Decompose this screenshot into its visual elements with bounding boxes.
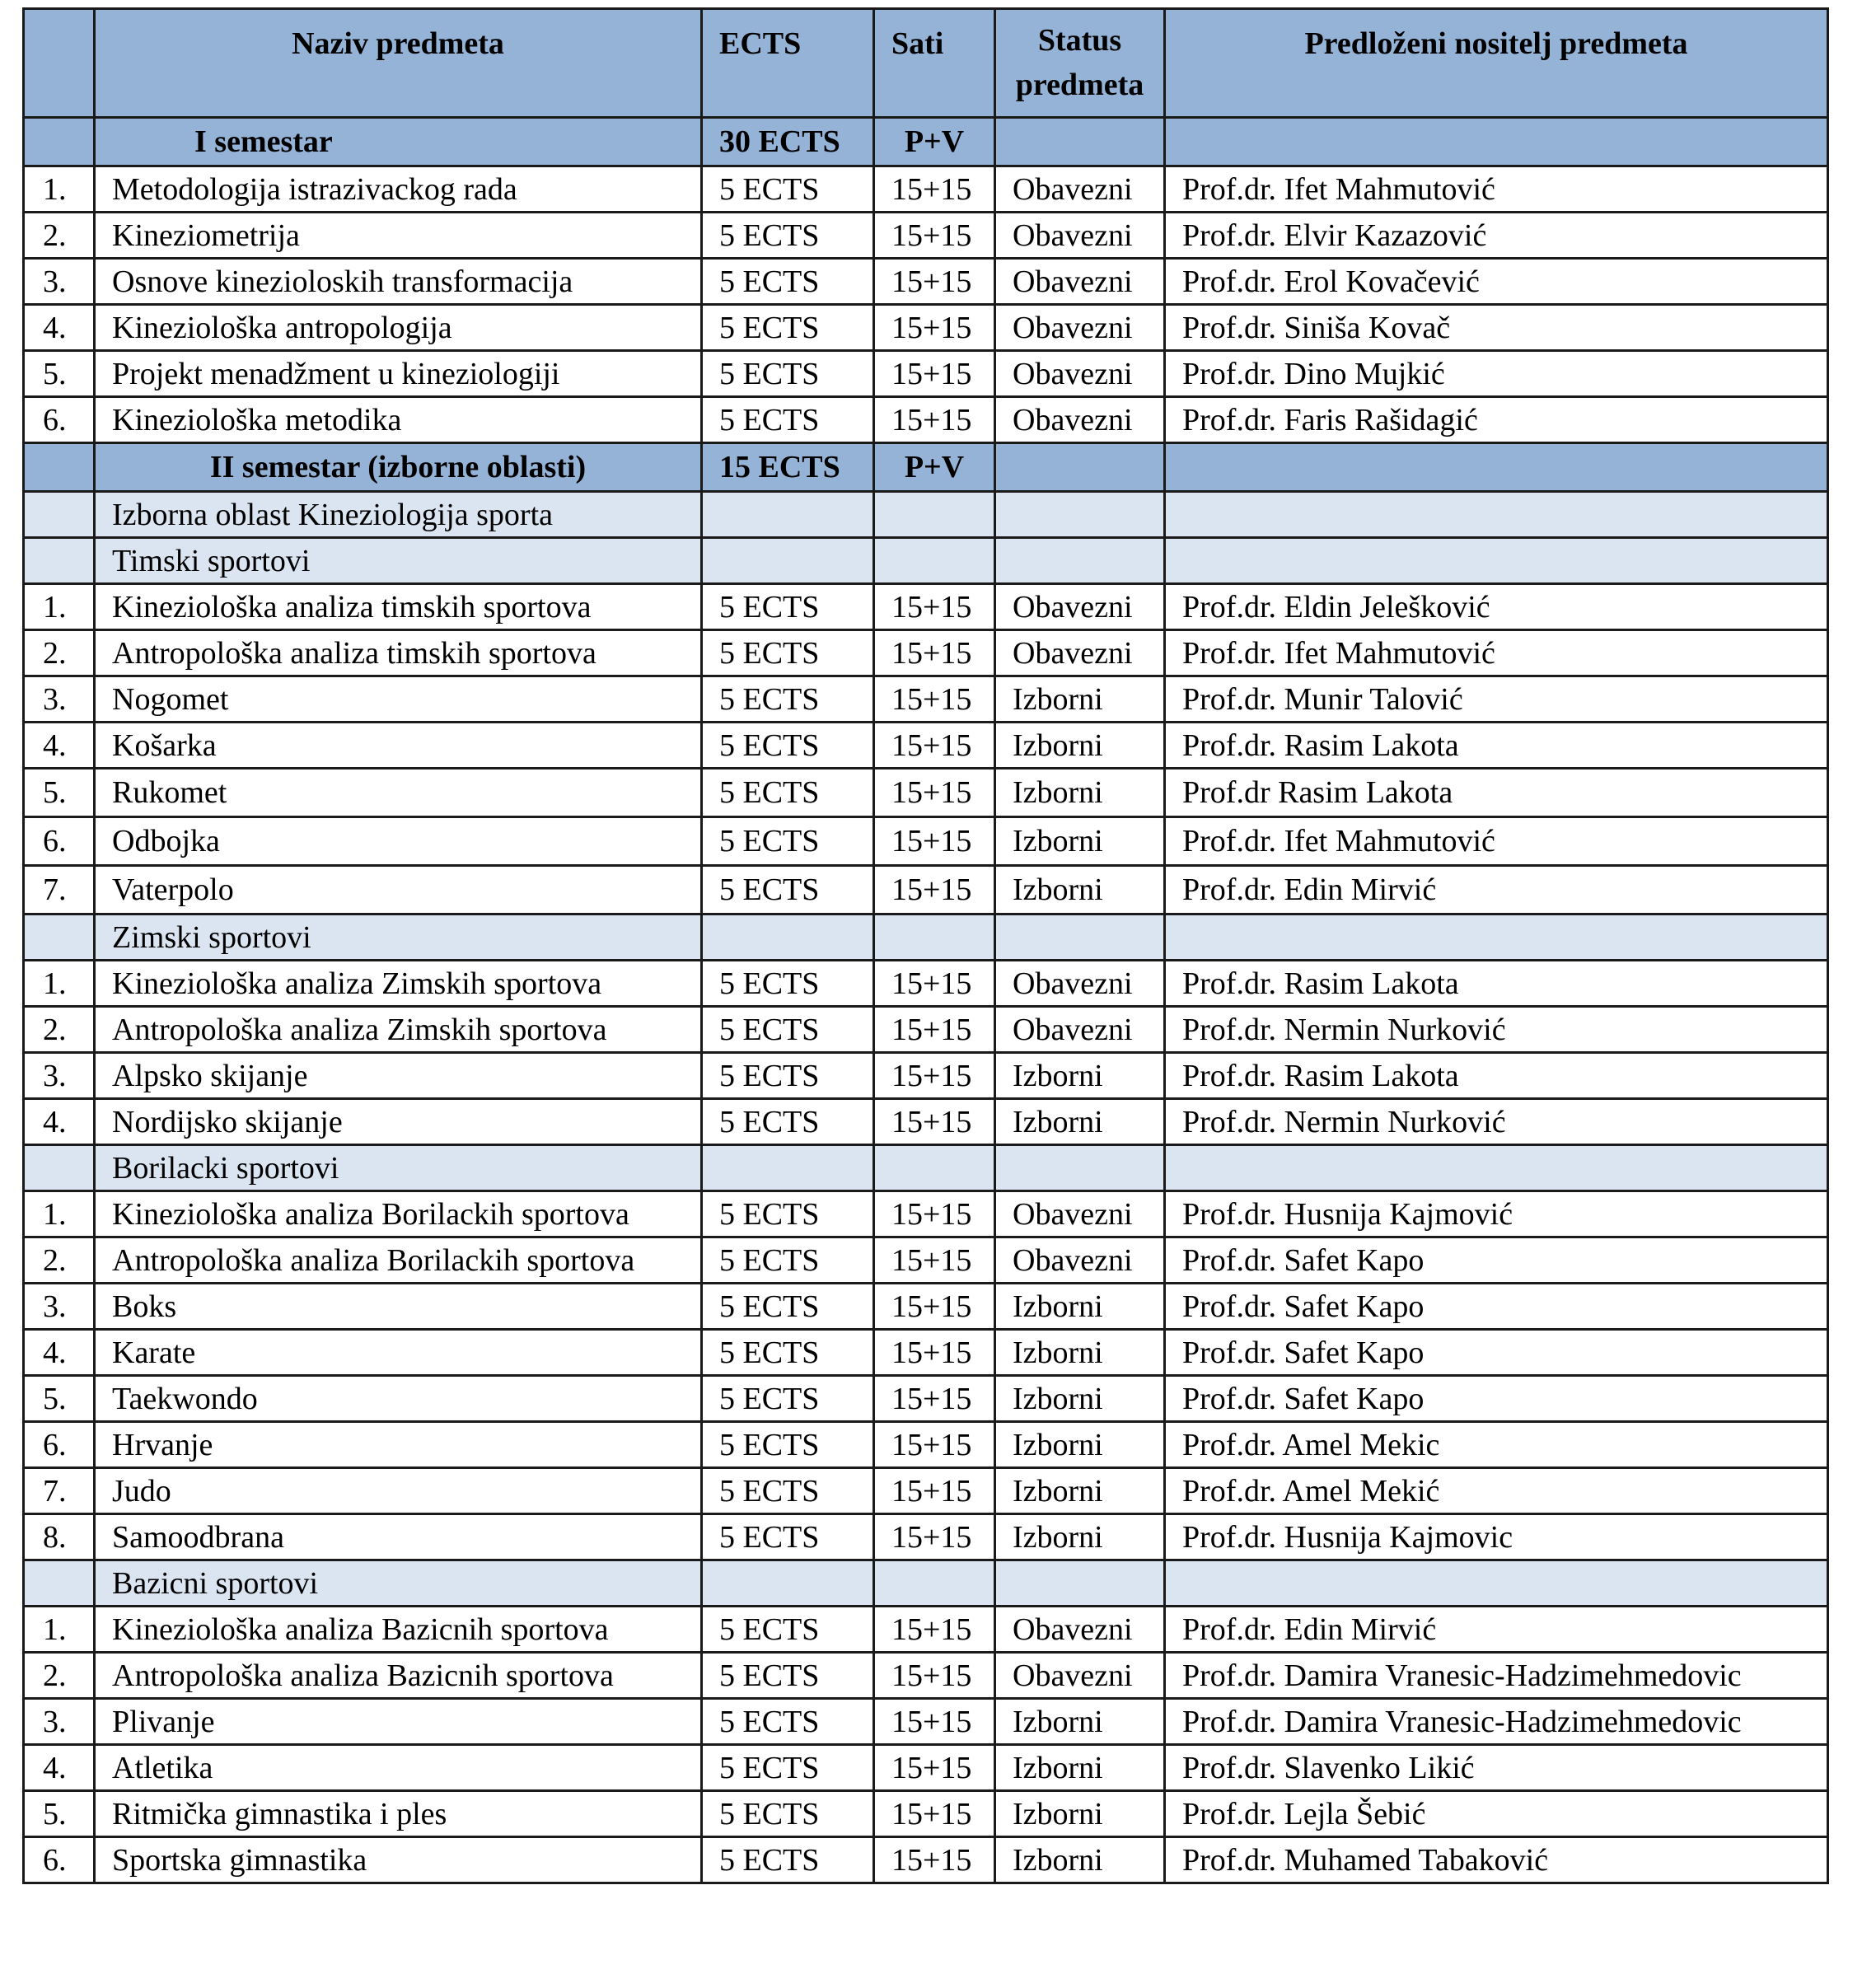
course-row <box>24 259 1828 305</box>
course-number: 3. <box>24 1699 95 1745</box>
semester-hours: P+V <box>874 443 995 492</box>
course-lecturer: Prof.dr. Edin Mirvić <box>1165 1607 1828 1653</box>
course-number: 6. <box>24 817 95 866</box>
course-hours: 15+15 <box>874 584 995 630</box>
course-number: 3. <box>24 1053 95 1099</box>
course-hours: 15+15 <box>874 961 995 1007</box>
course-number: 2. <box>24 213 95 259</box>
course-number: 7. <box>24 1468 95 1514</box>
header-hours: Sati <box>874 9 995 118</box>
course-hours: 15+15 <box>874 1284 995 1330</box>
course-status: Obavezni <box>995 351 1165 397</box>
course-ects: 5 ECTS <box>702 305 874 351</box>
course-hours: 15+15 <box>874 817 995 866</box>
course-lecturer: Prof.dr. Rasim Lakota <box>1165 1053 1828 1099</box>
course-status: Obavezni <box>995 1007 1165 1053</box>
course-number: 1. <box>24 961 95 1007</box>
course-name: Antropološka analiza Bazicnih sportova <box>95 1653 702 1699</box>
course-name: Kineziološka antropologija <box>95 305 702 351</box>
semester-row <box>24 443 1828 492</box>
course-status: Obavezni <box>995 1237 1165 1284</box>
course-row <box>24 630 1828 676</box>
group-row-title: Bazicni sportovi <box>95 1560 702 1607</box>
course-ects: 5 ECTS <box>702 723 874 769</box>
course-name: Antropološka analiza timskih sportova <box>95 630 702 676</box>
group-row-title: Zimski sportovi <box>95 914 702 961</box>
row-ects-cell <box>702 538 874 584</box>
course-row <box>24 166 1828 213</box>
course-number: 1. <box>24 1191 95 1237</box>
elective-area-row-title: Izborna oblast Kineziologija sporta <box>95 492 702 538</box>
header-num <box>24 9 95 118</box>
row-lecturer-cell <box>1165 492 1828 538</box>
course-ects: 5 ECTS <box>702 1745 874 1791</box>
semester-hours: P+V <box>874 118 995 166</box>
course-ects: 5 ECTS <box>702 866 874 914</box>
course-ects: 5 ECTS <box>702 769 874 817</box>
course-name: Antropološka analiza Borilackih sportova <box>95 1237 702 1284</box>
course-row <box>24 1791 1828 1837</box>
header-course-name: Naziv predmeta <box>95 9 702 118</box>
course-ects: 5 ECTS <box>702 1053 874 1099</box>
course-hours: 15+15 <box>874 1791 995 1837</box>
course-status: Obavezni <box>995 166 1165 213</box>
course-name: Kineziološka analiza timskih sportova <box>95 584 702 630</box>
semester-title: I semestar <box>95 118 702 166</box>
course-hours: 15+15 <box>874 1007 995 1053</box>
course-name: Kineziološka analiza Bazicnih sportova <box>95 1607 702 1653</box>
semester-lecturer-cell <box>1165 118 1828 166</box>
course-row <box>24 1699 1828 1745</box>
course-row <box>24 1607 1828 1653</box>
course-number: 7. <box>24 866 95 914</box>
course-number: 3. <box>24 676 95 723</box>
course-hours: 15+15 <box>874 630 995 676</box>
row-num-cell <box>24 1560 95 1607</box>
course-ects: 5 ECTS <box>702 817 874 866</box>
row-hours-cell <box>874 914 995 961</box>
course-row <box>24 1330 1828 1376</box>
course-name: Antropološka analiza Zimskih sportova <box>95 1007 702 1053</box>
course-hours: 15+15 <box>874 213 995 259</box>
group-row-title: Timski sportovi <box>95 538 702 584</box>
course-ects: 5 ECTS <box>702 676 874 723</box>
course-hours: 15+15 <box>874 1468 995 1514</box>
course-hours: 15+15 <box>874 1514 995 1560</box>
course-number: 4. <box>24 723 95 769</box>
course-name: Kineziometrija <box>95 213 702 259</box>
course-row <box>24 1468 1828 1514</box>
row-num-cell <box>24 492 95 538</box>
course-status: Izborni <box>995 1053 1165 1099</box>
course-name: Projekt menadžment u kineziologiji <box>95 351 702 397</box>
course-row <box>24 769 1828 817</box>
course-number: 6. <box>24 1422 95 1468</box>
course-ects: 5 ECTS <box>702 1653 874 1699</box>
semester-row <box>24 118 1828 166</box>
course-name: Karate <box>95 1330 702 1376</box>
course-number: 4. <box>24 305 95 351</box>
course-ects: 5 ECTS <box>702 630 874 676</box>
curriculum-table <box>22 7 1829 1884</box>
course-hours: 15+15 <box>874 1607 995 1653</box>
course-name: Kineziološka analiza Zimskih sportova <box>95 961 702 1007</box>
row-status-cell <box>995 492 1165 538</box>
course-name: Samoodbrana <box>95 1514 702 1560</box>
header-ects: ECTS <box>702 9 874 118</box>
course-row <box>24 817 1828 866</box>
course-ects: 5 ECTS <box>702 1514 874 1560</box>
course-name: Atletika <box>95 1745 702 1791</box>
elective-area-row <box>24 492 1828 538</box>
course-status: Izborni <box>995 817 1165 866</box>
course-name: Hrvanje <box>95 1422 702 1468</box>
row-lecturer-cell <box>1165 914 1828 961</box>
course-row <box>24 961 1828 1007</box>
row-status-cell <box>995 914 1165 961</box>
course-lecturer: Prof.dr. Lejla Šebić <box>1165 1791 1828 1837</box>
course-number: 2. <box>24 1007 95 1053</box>
header-status: Status predmeta <box>995 9 1165 118</box>
course-lecturer: Prof.dr. Muhamed Tabaković <box>1165 1837 1828 1883</box>
course-name: Taekwondo <box>95 1376 702 1422</box>
course-number: 2. <box>24 1653 95 1699</box>
course-number: 5. <box>24 351 95 397</box>
course-lecturer: Prof.dr. Safet Kapo <box>1165 1376 1828 1422</box>
course-name: Rukomet <box>95 769 702 817</box>
course-number: 4. <box>24 1330 95 1376</box>
course-ects: 5 ECTS <box>702 1376 874 1422</box>
course-lecturer: Prof.dr. Damira Vranesic-Hadzimehmedovic <box>1165 1699 1828 1745</box>
course-lecturer: Prof.dr. Slavenko Likić <box>1165 1745 1828 1791</box>
course-hours: 15+15 <box>874 1330 995 1376</box>
table-body <box>24 118 1828 1883</box>
course-lecturer: Prof.dr. Rasim Lakota <box>1165 723 1828 769</box>
course-name: Plivanje <box>95 1699 702 1745</box>
course-number: 1. <box>24 166 95 213</box>
course-number: 5. <box>24 769 95 817</box>
course-hours: 15+15 <box>874 1053 995 1099</box>
course-lecturer: Prof.dr. Husnija Kajmović <box>1165 1191 1828 1237</box>
course-lecturer: Prof.dr. Dino Mujkić <box>1165 351 1828 397</box>
semester-num-cell <box>24 118 95 166</box>
course-hours: 15+15 <box>874 1237 995 1284</box>
course-hours: 15+15 <box>874 1699 995 1745</box>
course-row <box>24 1053 1828 1099</box>
course-hours: 15+15 <box>874 351 995 397</box>
course-number: 4. <box>24 1099 95 1145</box>
course-lecturer: Prof.dr. Safet Kapo <box>1165 1330 1828 1376</box>
course-row <box>24 305 1828 351</box>
course-row <box>24 584 1828 630</box>
course-lecturer: Prof.dr. Nermin Nurković <box>1165 1007 1828 1053</box>
semester-status-cell <box>995 118 1165 166</box>
row-lecturer-cell <box>1165 1560 1828 1607</box>
course-row <box>24 1237 1828 1284</box>
semester-lecturer-cell <box>1165 443 1828 492</box>
course-status: Izborni <box>995 866 1165 914</box>
course-hours: 15+15 <box>874 259 995 305</box>
course-row <box>24 1837 1828 1883</box>
course-name: Nogomet <box>95 676 702 723</box>
course-lecturer: Prof.dr. Husnija Kajmovic <box>1165 1514 1828 1560</box>
course-hours: 15+15 <box>874 1745 995 1791</box>
course-ects: 5 ECTS <box>702 166 874 213</box>
course-hours: 15+15 <box>874 1837 995 1883</box>
course-status: Izborni <box>995 1699 1165 1745</box>
course-name: Nordijsko skijanje <box>95 1099 702 1145</box>
course-number: 8. <box>24 1514 95 1560</box>
course-lecturer: Prof.dr. Eldin Jelešković <box>1165 584 1828 630</box>
course-row <box>24 676 1828 723</box>
course-status: Izborni <box>995 1422 1165 1468</box>
course-lecturer: Prof.dr. Edin Mirvić <box>1165 866 1828 914</box>
group-row-title: Borilacki sportovi <box>95 1145 702 1191</box>
course-ects: 5 ECTS <box>702 1699 874 1745</box>
row-status-cell <box>995 538 1165 584</box>
semester-status-cell <box>995 443 1165 492</box>
course-status: Obavezni <box>995 213 1165 259</box>
course-status: Izborni <box>995 1099 1165 1145</box>
course-name: Ritmička gimnastika i ples <box>95 1791 702 1837</box>
course-hours: 15+15 <box>874 676 995 723</box>
course-number: 3. <box>24 259 95 305</box>
course-hours: 15+15 <box>874 166 995 213</box>
row-lecturer-cell <box>1165 1145 1828 1191</box>
course-row <box>24 1514 1828 1560</box>
group-row <box>24 1145 1828 1191</box>
course-number: 6. <box>24 397 95 443</box>
course-lecturer: Prof.dr. Ifet Mahmutović <box>1165 630 1828 676</box>
course-ects: 5 ECTS <box>702 1099 874 1145</box>
course-row <box>24 397 1828 443</box>
course-hours: 15+15 <box>874 723 995 769</box>
course-status: Izborni <box>995 1791 1165 1837</box>
course-ects: 5 ECTS <box>702 1422 874 1468</box>
course-lecturer: Prof.dr. Faris Rašidagić <box>1165 397 1828 443</box>
table-header <box>24 9 1828 118</box>
course-status: Izborni <box>995 1284 1165 1330</box>
course-row <box>24 1099 1828 1145</box>
course-number: 3. <box>24 1284 95 1330</box>
course-name: Odbojka <box>95 817 702 866</box>
group-row <box>24 1560 1828 1607</box>
course-lecturer: Prof.dr. Ifet Mahmutović <box>1165 817 1828 866</box>
course-name: Judo <box>95 1468 702 1514</box>
course-lecturer: Prof.dr. Erol Kovačević <box>1165 259 1828 305</box>
course-row <box>24 351 1828 397</box>
course-lecturer: Prof.dr. Munir Talović <box>1165 676 1828 723</box>
course-ects: 5 ECTS <box>702 351 874 397</box>
course-lecturer: Prof.dr. Nermin Nurković <box>1165 1099 1828 1145</box>
row-ects-cell <box>702 492 874 538</box>
course-ects: 5 ECTS <box>702 961 874 1007</box>
course-number: 2. <box>24 1237 95 1284</box>
course-row <box>24 213 1828 259</box>
course-name: Vaterpolo <box>95 866 702 914</box>
course-hours: 15+15 <box>874 866 995 914</box>
course-lecturer: Prof.dr. Safet Kapo <box>1165 1237 1828 1284</box>
course-lecturer: Prof.dr. Amel Mekić <box>1165 1468 1828 1514</box>
course-row <box>24 723 1828 769</box>
course-number: 4. <box>24 1745 95 1791</box>
course-status: Obavezni <box>995 397 1165 443</box>
course-name: Alpsko skijanje <box>95 1053 702 1099</box>
course-ects: 5 ECTS <box>702 397 874 443</box>
row-status-cell <box>995 1145 1165 1191</box>
course-name: Kineziološka analiza Borilackih sportova <box>95 1191 702 1237</box>
course-status: Obavezni <box>995 1607 1165 1653</box>
row-lecturer-cell <box>1165 538 1828 584</box>
course-lecturer: Prof.dr Rasim Lakota <box>1165 769 1828 817</box>
row-hours-cell <box>874 1560 995 1607</box>
course-hours: 15+15 <box>874 305 995 351</box>
course-number: 5. <box>24 1791 95 1837</box>
row-hours-cell <box>874 538 995 584</box>
course-lecturer: Prof.dr. Damira Vranesic-Hadzimehmedovic <box>1165 1653 1828 1699</box>
course-ects: 5 ECTS <box>702 213 874 259</box>
row-num-cell <box>24 914 95 961</box>
course-number: 6. <box>24 1837 95 1883</box>
course-row <box>24 1745 1828 1791</box>
group-row <box>24 538 1828 584</box>
course-status: Obavezni <box>995 584 1165 630</box>
course-status: Izborni <box>995 1745 1165 1791</box>
row-ects-cell <box>702 1145 874 1191</box>
course-row <box>24 1191 1828 1237</box>
course-name: Boks <box>95 1284 702 1330</box>
course-status: Izborni <box>995 676 1165 723</box>
course-name: Košarka <box>95 723 702 769</box>
semester-ects: 15 ECTS <box>702 443 874 492</box>
course-status: Obavezni <box>995 1191 1165 1237</box>
course-hours: 15+15 <box>874 1653 995 1699</box>
course-status: Izborni <box>995 1837 1165 1883</box>
row-ects-cell <box>702 914 874 961</box>
course-ects: 5 ECTS <box>702 259 874 305</box>
semester-num-cell <box>24 443 95 492</box>
course-ects: 5 ECTS <box>702 1837 874 1883</box>
course-hours: 15+15 <box>874 769 995 817</box>
course-hours: 15+15 <box>874 1376 995 1422</box>
row-num-cell <box>24 1145 95 1191</box>
course-ects: 5 ECTS <box>702 1007 874 1053</box>
course-lecturer: Prof.dr. Siniša Kovač <box>1165 305 1828 351</box>
course-row <box>24 1422 1828 1468</box>
course-ects: 5 ECTS <box>702 1468 874 1514</box>
course-status: Obavezni <box>995 630 1165 676</box>
course-row <box>24 1007 1828 1053</box>
course-ects: 5 ECTS <box>702 1330 874 1376</box>
course-number: 5. <box>24 1376 95 1422</box>
course-row <box>24 1376 1828 1422</box>
row-num-cell <box>24 538 95 584</box>
course-hours: 15+15 <box>874 1422 995 1468</box>
group-row <box>24 914 1828 961</box>
course-status: Obavezni <box>995 259 1165 305</box>
course-hours: 15+15 <box>874 397 995 443</box>
course-status: Izborni <box>995 723 1165 769</box>
course-ects: 5 ECTS <box>702 584 874 630</box>
course-status: Izborni <box>995 769 1165 817</box>
course-row <box>24 1653 1828 1699</box>
header-row <box>24 9 1828 118</box>
course-lecturer: Prof.dr. Amel Mekic <box>1165 1422 1828 1468</box>
course-row <box>24 1284 1828 1330</box>
course-number: 1. <box>24 1607 95 1653</box>
semester-title: II semestar (izborne oblasti) <box>95 443 702 492</box>
course-status: Izborni <box>995 1514 1165 1560</box>
course-number: 2. <box>24 630 95 676</box>
course-hours: 15+15 <box>874 1099 995 1145</box>
course-status: Obavezni <box>995 961 1165 1007</box>
course-row <box>24 866 1828 914</box>
course-lecturer: Prof.dr. Rasim Lakota <box>1165 961 1828 1007</box>
semester-ects: 30 ECTS <box>702 118 874 166</box>
course-ects: 5 ECTS <box>702 1237 874 1284</box>
course-hours: 15+15 <box>874 1191 995 1237</box>
course-ects: 5 ECTS <box>702 1191 874 1237</box>
course-status: Izborni <box>995 1330 1165 1376</box>
course-status: Obavezni <box>995 305 1165 351</box>
course-name: Metodologija istrazivackog rada <box>95 166 702 213</box>
row-hours-cell <box>874 492 995 538</box>
course-name: Sportska gimnastika <box>95 1837 702 1883</box>
course-status: Izborni <box>995 1376 1165 1422</box>
course-ects: 5 ECTS <box>702 1607 874 1653</box>
header-lecturer: Predloženi nositelj predmeta <box>1165 9 1828 118</box>
course-status: Obavezni <box>995 1653 1165 1699</box>
course-ects: 5 ECTS <box>702 1791 874 1837</box>
course-lecturer: Prof.dr. Elvir Kazazović <box>1165 213 1828 259</box>
course-ects: 5 ECTS <box>702 1284 874 1330</box>
course-lecturer: Prof.dr. Safet Kapo <box>1165 1284 1828 1330</box>
row-status-cell <box>995 1560 1165 1607</box>
course-number: 1. <box>24 584 95 630</box>
course-name: Osnove kinezioloskih transformacija <box>95 259 702 305</box>
course-name: Kineziološka metodika <box>95 397 702 443</box>
course-lecturer: Prof.dr. Ifet Mahmutović <box>1165 166 1828 213</box>
row-ects-cell <box>702 1560 874 1607</box>
course-status: Izborni <box>995 1468 1165 1514</box>
row-hours-cell <box>874 1145 995 1191</box>
